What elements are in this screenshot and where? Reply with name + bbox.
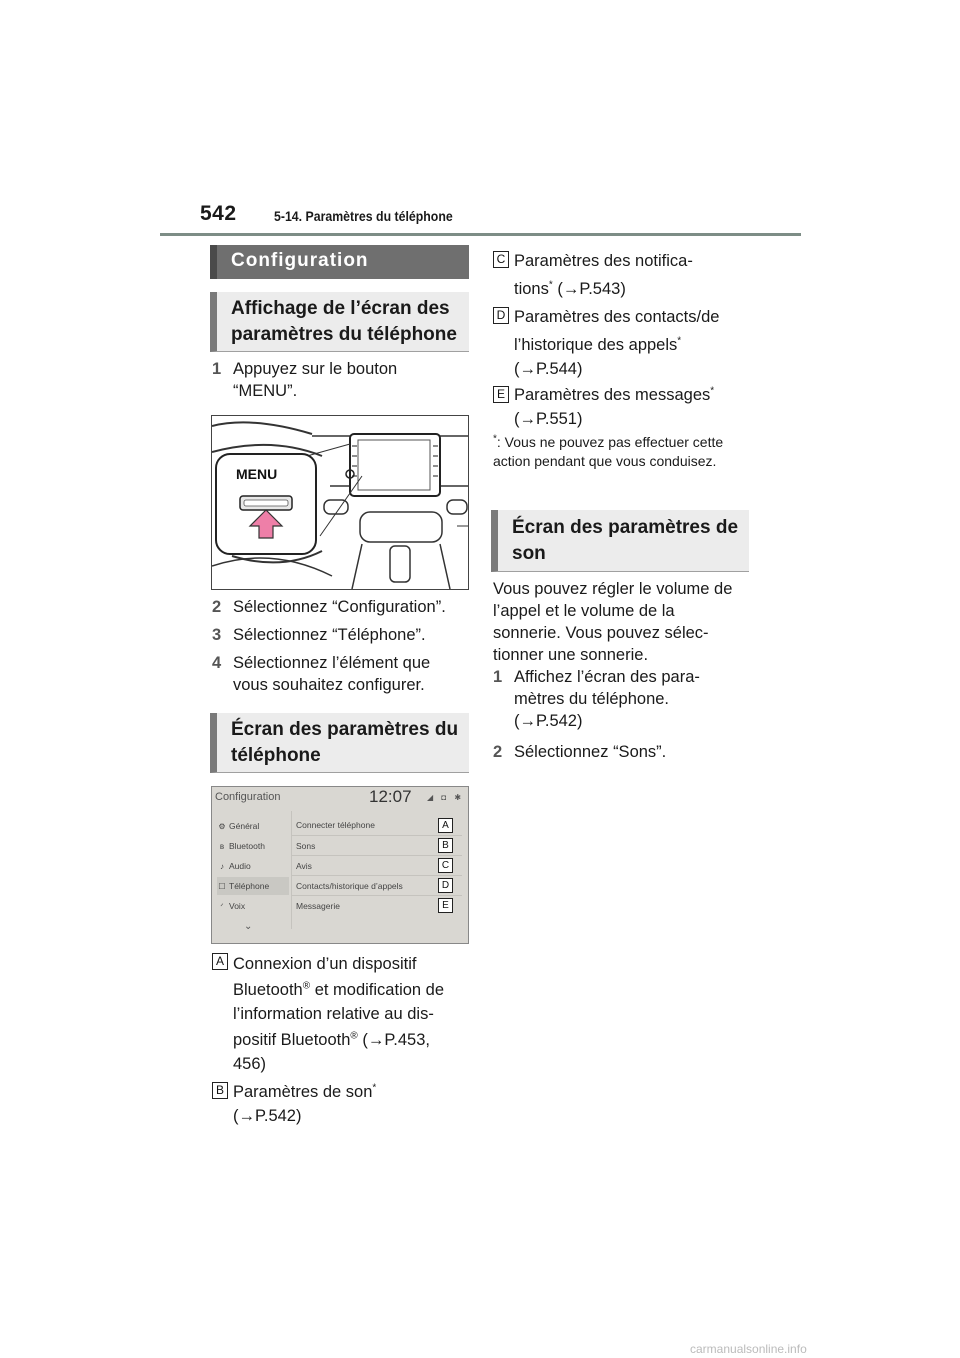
dashboard-photo: [211, 415, 469, 590]
legend-a-text: Connexion d’un dispositif Bluetooth® et modification de l’information relative au dis- positif Bluetooth® (→P.453, 456): [233, 955, 445, 1073]
screen-row-contacts[interactable]: Contacts/historique d’appels: [292, 875, 462, 895]
step-1-num: 1: [212, 360, 222, 378]
heading-sound-settings-text: Écran des paramètres de son: [512, 517, 739, 564]
screen-row-messaging[interactable]: Messagerie: [292, 895, 462, 915]
sound-step-2-num: 2: [493, 743, 503, 761]
sound-step-1-text: Affichez l’écran des para- mètres du téléphone. (→P.542): [514, 668, 700, 730]
heading-sound-settings: [491, 510, 749, 572]
phone-settings-screen: [211, 786, 469, 944]
callout-b: B: [438, 838, 453, 853]
screen-menu-general[interactable]: ⚙ Général: [217, 817, 289, 835]
footnote: *: Vous ne pouvez pas effectuer cette action pendant que vous conduisez.: [493, 433, 724, 469]
callout-a: A: [438, 818, 453, 833]
sound-step-2-text: Sélectionnez “Sons”.: [514, 743, 667, 761]
phone-icon: ☐: [218, 882, 226, 891]
page-number: 542: [200, 202, 237, 225]
gear-icon: ⚙: [218, 822, 226, 831]
menu-button-label: MENU: [236, 466, 278, 482]
heading-display-settings-text: Affichage de l’écran des paramètres du téléphone: [231, 298, 457, 345]
legend-d-box: D: [493, 307, 509, 324]
step-2-text: Sélectionnez “Configuration”.: [233, 598, 446, 616]
bluetooth-icon: ʙ: [219, 842, 225, 851]
step-4-num: 4: [212, 654, 222, 672]
music-note-icon: ♪: [220, 862, 224, 871]
legend-c-text: Paramètres des notifica- tions* (→P.543): [514, 252, 693, 298]
legend-a-box: A: [212, 953, 228, 970]
legend-d-text: Paramètres des contacts/de l’historique des appels* (→P.544): [514, 308, 720, 378]
heading-phone-settings-screen-text: Écran des paramètres du téléphone: [231, 719, 459, 766]
heading-configuration-text: Configuration: [231, 250, 369, 271]
legend-b-box: B: [212, 1082, 228, 1099]
heading-display-settings: [210, 292, 469, 352]
step-3-text: Sélectionnez “Téléphone”.: [233, 626, 426, 644]
callout-e: E: [438, 898, 453, 913]
step-1-text: Appuyez sur le bouton “MENU”.: [233, 360, 398, 400]
step-3-num: 3: [212, 626, 222, 644]
screen-menu-voice[interactable]: ᐟ Voix: [217, 897, 289, 915]
screen-clock: 12:07: [369, 787, 412, 806]
screen-row-connect-phone[interactable]: Connecter téléphone: [296, 820, 375, 830]
screen-row-notifications[interactable]: Avis: [292, 855, 462, 875]
screen-menu-telephone[interactable]: ☐ Téléphone: [217, 877, 289, 895]
legend-b-text: Paramètres de son* (→P.542): [233, 1082, 377, 1125]
heading-configuration: [210, 245, 469, 279]
screen-topbar: [212, 787, 468, 809]
legend-c-box: C: [493, 251, 509, 268]
watermark: carmanualsonline.info: [690, 1342, 807, 1356]
screen-menu-audio[interactable]: ♪ Audio: [217, 857, 289, 875]
callout-d: D: [438, 878, 453, 893]
sound-step-1-num: 1: [493, 668, 503, 686]
callout-c: C: [438, 858, 453, 873]
step-4-text: Sélectionnez l’élément que vous souhaitez configurer.: [233, 654, 431, 694]
status-icons: ◢ ◘ ✱: [427, 793, 465, 802]
sound-paragraph: Vous pouvez régler le volume de l’appel et le volume de la sonnerie. Vous pouvez sélec- tionner une sonnerie.: [493, 580, 733, 664]
screen-menu-bluetooth[interactable]: ʙ Bluetooth: [217, 837, 289, 855]
chevron-down-icon[interactable]: ⌄: [244, 921, 253, 932]
voice-icon: ᐟ: [220, 902, 224, 911]
legend-e-text: Paramètres des messages* (→P.551): [514, 385, 715, 428]
screen-title: Configuration: [215, 791, 281, 803]
legend-e-box: E: [493, 386, 509, 403]
section-title: 5-14. Paramètres du téléphone: [274, 208, 453, 224]
header-rule: [160, 233, 801, 236]
heading-phone-settings-screen: [210, 713, 469, 773]
step-2-num: 2: [212, 598, 222, 616]
screen-row-sounds[interactable]: Sons: [292, 835, 462, 855]
dashboard-illustration: [212, 416, 468, 589]
